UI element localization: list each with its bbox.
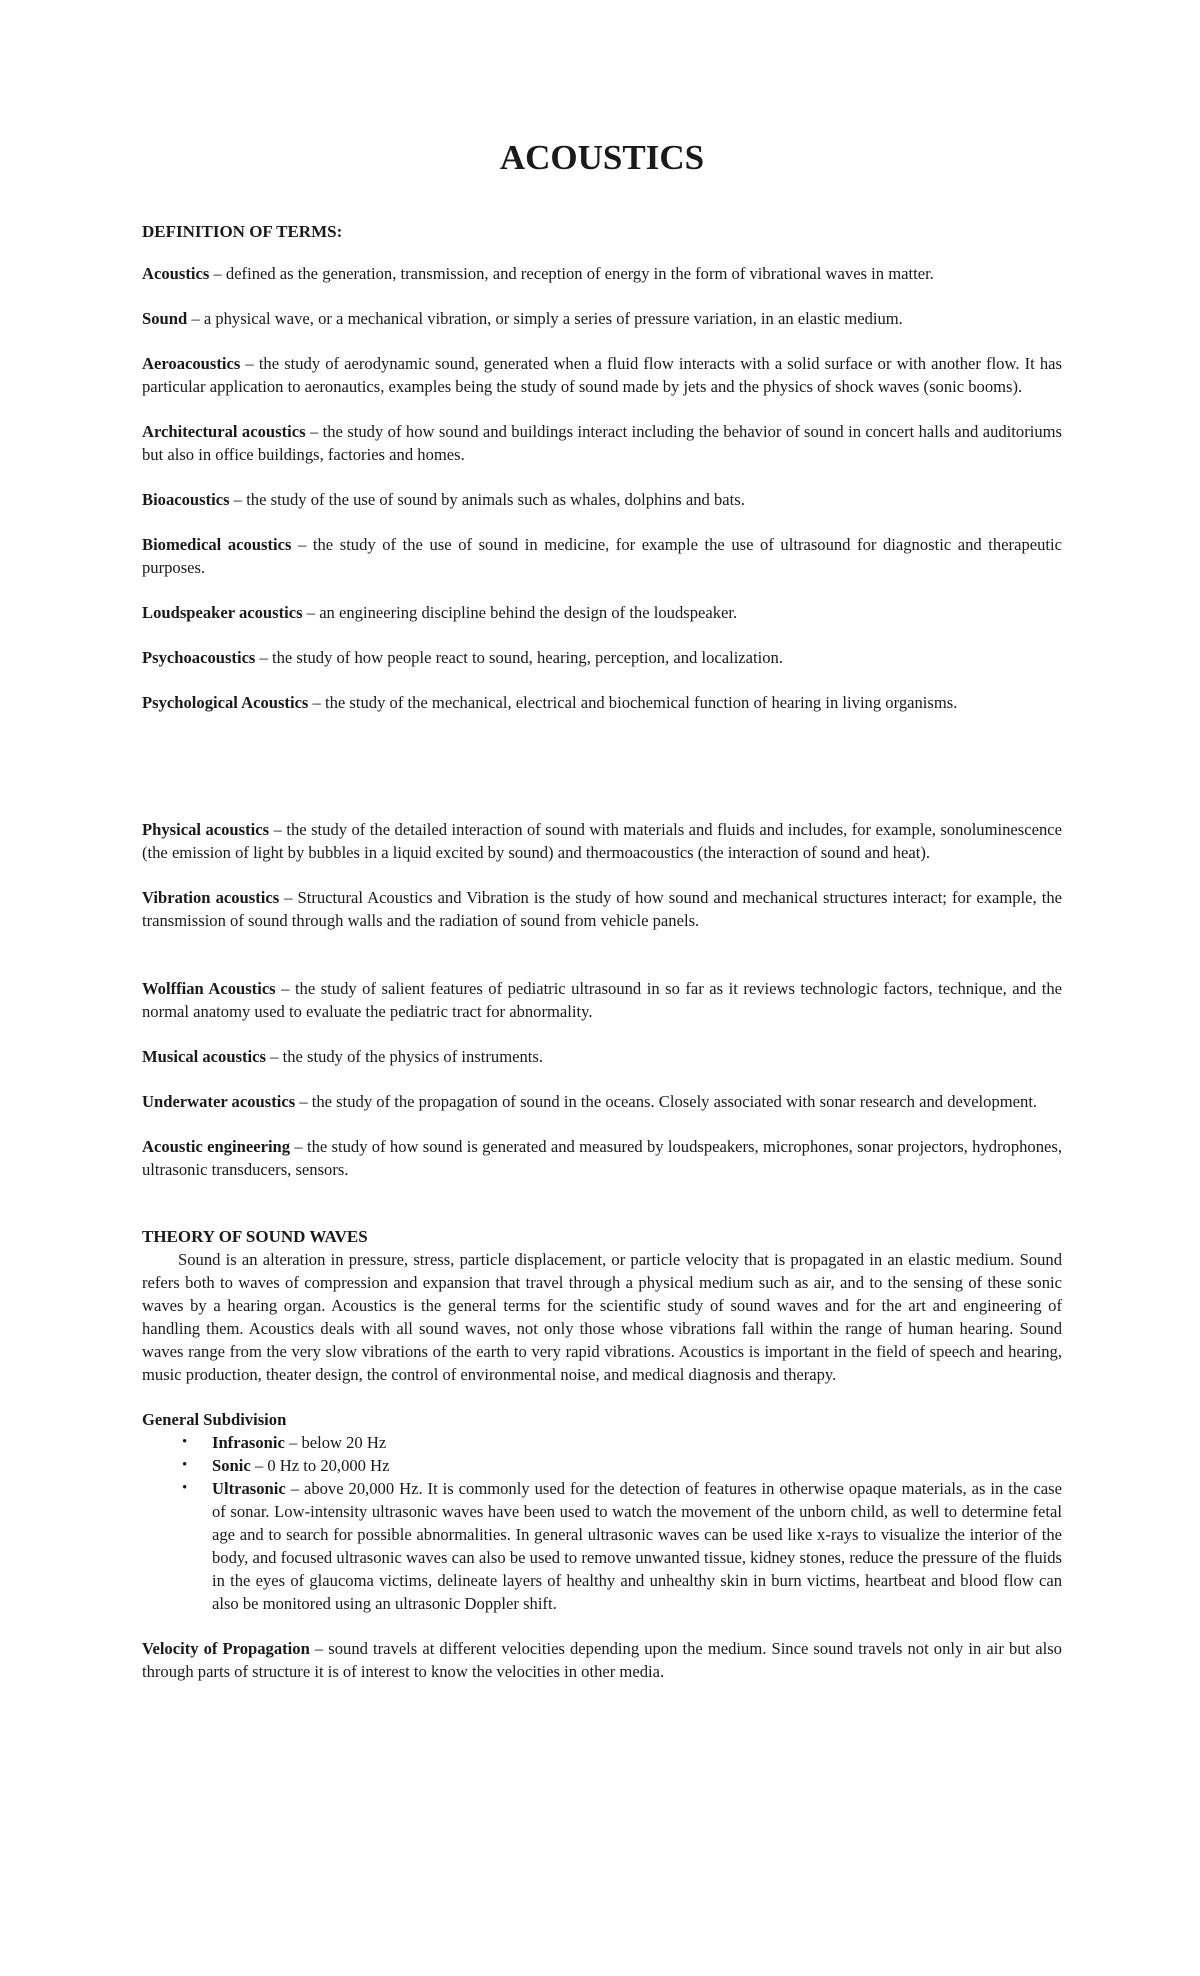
term-loudspeaker-acoustics: [142, 601, 1062, 624]
term-label: Aeroacoustics: [142, 354, 241, 373]
term-label: Loudspeaker acoustics: [142, 603, 303, 622]
definitions-heading: DEFINITION OF TERMS:: [142, 222, 343, 241]
term-definition: – 0 Hz to 20,000 Hz: [250, 1456, 390, 1475]
term-definition: – above 20,000 Hz. It is commonly used for the detection of features in otherwise opaque materials, as in the case of sonar. Low-intensity ultrasonic waves have been used to watch the movement of the unborn child, as well to determine fetal age and to search for possible abnormalities. In general ultrasonic waves can be used like x-rays to visualize the interior of the body, and focused ultrasonic waves can also be used to remove unwanted tissue, kidney stones, reduce the pressure of the fluids in the eyes of glaucoma victims, delineate layers of healthy and unhealthy skin in burn victims, heartbeat and blood flow can also be monitored using an ultrasonic Doppler shift.: [212, 1479, 1062, 1613]
spacer: [142, 736, 1062, 818]
spacer: [142, 954, 1062, 977]
term-wolffian-acoustics: [142, 977, 1062, 1023]
term-physical-acoustics: [142, 818, 1062, 864]
term-label: Acoustics: [142, 264, 210, 283]
term-sound: [142, 307, 1062, 330]
page-title: ACOUSTICS: [499, 138, 705, 177]
spacer: [142, 1203, 1062, 1225]
term-musical-acoustics: [142, 1045, 1062, 1068]
term-vibration-acoustics: [142, 886, 1062, 932]
term-label: Psychological Acoustics: [142, 693, 309, 712]
term-label: Bioacoustics: [142, 490, 230, 509]
term-underwater-acoustics: [142, 1090, 1062, 1113]
term-acoustics: [142, 262, 1062, 285]
term-label: Physical acoustics: [142, 820, 270, 839]
term-label: Wolffian Acoustics: [142, 979, 276, 998]
term-definition: – Structural Acoustics and Vibration is the study of how sound and mechanical structures interact; for example, the transmission of sound through walls and the radiation of sound from vehicle panels.: [142, 888, 1062, 930]
term-definition: – the study of how sound is generated and measured by loudspeakers, microphones, sonar projectors, hydrophones, ultrasonic transducers, sensors.: [142, 1137, 1062, 1179]
term-definition: – the study of the use of sound in medicine, for example the use of ultrasound for diagnostic and therapeutic purposes.: [142, 535, 1062, 577]
term-label: Psychoacoustics: [142, 648, 256, 667]
term-label: Ultrasonic: [212, 1479, 286, 1498]
theory-heading: THEORY OF SOUND WAVES: [142, 1227, 368, 1246]
term-definition: – the study of the detailed interaction of sound with materials and fluids and includes, for example, sonoluminescence (the emission of light by bubbles in a liquid excited by sound) and thermoacoustics (the interaction of sound and heat).: [142, 820, 1062, 862]
list-item-infrasonic: [142, 1431, 1062, 1454]
term-definition: – an engineering discipline behind the design of the loudspeaker.: [302, 603, 738, 622]
term-label: Acoustic engineering: [142, 1137, 291, 1156]
term-biomedical-acoustics: [142, 533, 1062, 579]
term-definition: – sound travels at different velocities depending upon the medium. Since sound travels not only in air but also through parts of structure it is of interest to know the velocities in other media.: [142, 1639, 1062, 1681]
term-label: Underwater acoustics: [142, 1092, 296, 1111]
theory-body: Sound is an alteration in pressure, stress, particle displacement, or particle velocity that is propagated in an elastic medium. Sound refers both to waves of compression and expansion that travel through a physical medium such as air, and to the sensing of these sonic waves by a hearing organ. Acoustics is the general terms for the scientific study of sound waves and for the art and engineering of handling them. Acoustics deals with all sound waves, not only those whose vibrations fall within the range of human hearing. Sound waves range from the very slow vibrations of the earth to very rapid vibrations. Acoustics is important in the field of speech and hearing, music production, theater design, the control of environmental noise, and medical diagnosis and therapy.: [142, 1250, 1062, 1384]
term-definition: – the study of the propagation of sound in the oceans. Closely associated with sonar research and development.: [295, 1092, 1038, 1111]
term-aeroacoustics: [142, 352, 1062, 398]
velocity-paragraph: [142, 1637, 1062, 1683]
term-label: Biomedical acoustics: [142, 535, 292, 554]
term-definition: – the study of how people react to sound, hearing, perception, and localization.: [255, 648, 784, 667]
term-psychological-acoustics: [142, 691, 1062, 714]
term-definition: – the study of aerodynamic sound, generated when a fluid flow interacts with a solid surface or with another flow. It has particular application to aeronautics, examples being the study of sound made by jets and the physics of shock waves (sonic booms).: [142, 354, 1062, 396]
bullet-icon: •: [182, 1457, 188, 1473]
term-definition: – the study of the physics of instruments.: [265, 1047, 543, 1066]
bullet-icon: •: [182, 1434, 188, 1450]
term-architectural-acoustics: [142, 420, 1062, 466]
term-label: Architectural acoustics: [142, 422, 306, 441]
term-label: Sonic: [212, 1456, 251, 1475]
subdivision-list: [142, 1431, 1062, 1615]
term-label: Vibration acoustics: [142, 888, 280, 907]
term-definition: – a physical wave, or a mechanical vibration, or simply a series of pressure variation, in an elastic medium.: [187, 309, 903, 328]
term-label: Velocity of Propagation: [142, 1639, 310, 1658]
list-item-sonic: [142, 1454, 1062, 1477]
term-definition: – defined as the generation, transmission, and reception of energy in the form of vibrational waves in matter.: [209, 264, 934, 283]
term-bioacoustics: [142, 488, 1062, 511]
list-item-ultrasonic: [142, 1477, 1062, 1615]
term-label: Infrasonic: [212, 1433, 285, 1452]
term-definition: – the study of the use of sound by animals such as whales, dolphins and bats.: [229, 490, 745, 509]
term-psychoacoustics: [142, 646, 1062, 669]
term-definition: – the study of the mechanical, electrical and biochemical function of hearing in living organisms.: [308, 693, 958, 712]
term-acoustic-engineering: [142, 1135, 1062, 1181]
term-label: Sound: [142, 309, 188, 328]
subdivision-heading: General Subdivision: [142, 1410, 287, 1429]
bullet-icon: •: [182, 1480, 188, 1496]
term-definition: – the study of how sound and buildings interact including the behavior of sound in concert halls and auditoriums but also in office buildings, factories and homes.: [142, 422, 1062, 464]
term-definition: – below 20 Hz: [284, 1433, 387, 1452]
term-definition: – the study of salient features of pediatric ultrasound in so far as it reviews technologic factors, technique, and the normal anatomy used to evaluate the pediatric tract for abnormality.: [142, 979, 1063, 1021]
term-label: Musical acoustics: [142, 1047, 266, 1066]
